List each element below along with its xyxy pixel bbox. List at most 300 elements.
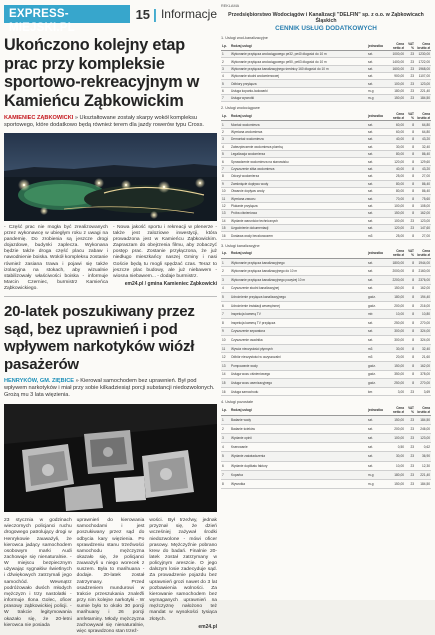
table-cell: 30,00 <box>389 143 405 150</box>
table-cell: Wykonanie przyłącza kanalizacyjnego średnicy 160 długości do 10 m <box>230 65 367 72</box>
table-row <box>221 121 431 128</box>
table-cell: szt. <box>367 58 389 65</box>
table-cell: 250,00 <box>389 379 405 388</box>
table-cell: szt. <box>367 121 389 128</box>
table-row <box>221 73 431 80</box>
article2-col3-wrap <box>149 518 217 635</box>
table-cell: 5 <box>221 452 230 461</box>
table-cell: 30,00 <box>389 452 405 461</box>
table-cell: szt. <box>367 187 389 194</box>
article1-col2-wrap <box>113 225 217 292</box>
table-cell: Legalizacja wodomierza <box>230 151 367 158</box>
table-row <box>221 217 431 224</box>
table-cell: 108,00 <box>415 202 431 209</box>
company-name: Przedsiębiorstwo Wodociągów i Kanalizacji "DELFIN" sp. z o.o. w Ząbkowicach Śląskich <box>228 12 424 24</box>
table-cell: 15 <box>221 224 230 231</box>
table-cell: 8 <box>405 187 415 194</box>
table-cell: 0,62 <box>415 443 431 452</box>
table-cell: m-g <box>367 94 389 101</box>
article1-location: KAMIENIEC ZĄBKOWICKI <box>4 115 74 121</box>
table-cell: 9 <box>221 180 230 187</box>
article2-body <box>4 518 217 635</box>
price-section <box>221 400 431 489</box>
table-row <box>221 452 431 461</box>
table-cell: 2000,00 <box>389 267 405 276</box>
table-cell: 184,50 <box>415 94 431 101</box>
table-cell: 11 <box>221 195 230 202</box>
table-row <box>221 151 431 158</box>
table-cell: szt. <box>367 415 389 424</box>
table-cell: Sprawdzenie wodomierza na stanowisku <box>230 158 367 165</box>
table-cell: szt. <box>367 210 389 217</box>
table-cell: 2160,00 <box>415 267 431 276</box>
table-cell: 75,60 <box>415 195 431 202</box>
table-cell: 184,50 <box>415 479 431 488</box>
table-cell: 23 <box>405 224 415 231</box>
table-row <box>221 232 431 239</box>
table-cell: 23 <box>405 65 415 72</box>
table-cell: 43,20 <box>415 165 431 172</box>
table-cell: Wykonanie przyłącza wodociągowego pe50, pe63 długości do 10 m <box>230 58 367 65</box>
table-cell: Montaż wodomierza <box>230 121 367 128</box>
table-cell: Usługa wozu asenizacyjnego <box>230 379 367 388</box>
table-cell: 150,00 <box>389 415 405 424</box>
table-row <box>221 470 431 479</box>
table-cell: 120,00 <box>389 224 405 231</box>
table-row <box>221 173 431 180</box>
table-cell: Czyszczenie sitka wodomierza <box>230 165 367 172</box>
table-row <box>221 424 431 433</box>
table-cell: Odczyt wodomierza <box>230 173 367 180</box>
table-row <box>221 336 431 345</box>
table-cell: szt. <box>367 276 389 285</box>
table-cell: 8 <box>405 310 415 319</box>
column-header: Cena brutto zł <box>415 249 431 259</box>
column-header: Lp. <box>221 405 230 415</box>
table-cell: szt. <box>367 433 389 442</box>
table-cell: Zamknięcie dopływu wody <box>230 180 367 187</box>
table-row <box>221 210 431 217</box>
table-cell: szt. <box>367 336 389 345</box>
table-cell: 23 <box>405 87 415 94</box>
table-cell: 7 <box>221 310 230 319</box>
section-name: Informacje <box>160 7 217 21</box>
article2-signature: em24.pl <box>198 623 218 630</box>
table-cell: 23 <box>405 415 415 424</box>
table-row <box>221 165 431 172</box>
column-header: VAT % <box>405 111 415 121</box>
price-tables <box>221 36 431 489</box>
table-cell: 5 <box>221 80 230 87</box>
table-cell: 12 <box>221 202 230 209</box>
table-cell: 23 <box>405 470 415 479</box>
price-section-heading: 4. Usługi pozostałe <box>221 400 254 405</box>
column-header: Lp. <box>221 41 230 51</box>
table-cell: Wykonanie przyłącza wodociągowego pe32, pe40 długości do 10 m <box>230 51 367 58</box>
table-cell: Koparka <box>230 470 367 479</box>
price-section-heading: 1. Usługi wod-kanalizacyjne <box>221 36 268 40</box>
table-cell: Dostawa wody beczkowozem <box>230 232 367 239</box>
table-cell: m-g <box>367 87 389 94</box>
table-row <box>221 80 431 87</box>
table-cell: 8 <box>405 143 415 150</box>
table-cell: 8 <box>405 284 415 293</box>
table-cell: szt. <box>367 443 389 452</box>
table-cell: 23 <box>405 461 415 470</box>
table-cell: 246,00 <box>415 424 431 433</box>
table-cell: 8 <box>405 195 415 202</box>
table-cell: 86,40 <box>415 187 431 194</box>
table-cell: Badanie wody <box>230 415 367 424</box>
table-cell: szt. <box>367 195 389 202</box>
table-cell: 1722,00 <box>415 58 431 65</box>
table-row <box>221 143 431 150</box>
evidence-bags-image <box>4 404 217 512</box>
night-stadium-image <box>4 133 217 221</box>
table-cell: 180,00 <box>389 470 405 479</box>
table-cell: 32,40 <box>415 344 431 353</box>
table-cell: szt. <box>367 65 389 72</box>
table-cell: 2200,00 <box>389 276 405 285</box>
table-cell: 8 <box>405 353 415 362</box>
column-header: VAT % <box>405 41 415 51</box>
table-cell: Usługa samochodu <box>230 387 367 396</box>
table-cell: 7 <box>221 94 230 101</box>
table-cell: 23 <box>405 424 415 433</box>
table-cell: m-g <box>367 470 389 479</box>
article2-col1: 23 stycznia w godzinach wieczornych policjanci ruchu drogowego patrolujący drogi w Henrykowie zauważyli, że kierowca jadący samochodem osobowym marki Audi zachowuje się nienaturalnie. - W miejscu bezpiecznym używając sygnałów świetlnych i dźwiękowych zatrzymali jego samochód. Wewnątrz podróżowało dwóch młodych mężczyzn i trzy nastolatki - informuje Ilona Golec, oficer prasowy ząbkowickiej policji. - W trakcie legitymowania okazało się, że 20-letni kierowca nie posiada <box>4 518 72 628</box>
table-cell: 8 <box>405 370 415 379</box>
column-header: jednostka <box>367 41 389 51</box>
table-cell: 8 <box>405 344 415 353</box>
table-cell: 23 <box>405 217 415 224</box>
column-header: Cena brutto zł <box>415 111 431 121</box>
table-cell: 10 <box>221 187 230 194</box>
table-cell: 180,00 <box>389 293 405 302</box>
table-row <box>221 310 431 319</box>
table-cell: 8 <box>405 158 415 165</box>
table-cell: szt. <box>367 284 389 293</box>
table-cell: Próba ciśnieniowa <box>230 210 367 217</box>
table-cell: 150,00 <box>389 362 405 371</box>
table-cell: 27,00 <box>415 173 431 180</box>
table-cell: m-g <box>367 479 389 488</box>
article1-title: Ukończono kolejny etap prac przy kompleksie sportowo-rekreacyjnym w Kamieńcu Ząbkowickim <box>4 36 200 110</box>
price-table <box>221 249 431 397</box>
table-cell: 1230,00 <box>415 51 431 58</box>
table-cell: 23 <box>405 94 415 101</box>
table-row <box>221 293 431 302</box>
table-cell: 10,00 <box>389 461 405 470</box>
table-cell: 6 <box>221 158 230 165</box>
table-cell: 129,60 <box>415 158 431 165</box>
column-header: Lp. <box>221 111 230 121</box>
table-cell: 8 <box>405 293 415 302</box>
masthead <box>4 4 217 34</box>
table-cell: Usługa koparko-ładowarki <box>230 87 367 94</box>
table-cell: szt. <box>367 461 389 470</box>
table-cell: godz. <box>367 362 389 371</box>
price-list-ad <box>221 4 431 596</box>
table-cell: 16 <box>221 387 230 396</box>
table-cell: 3,00 <box>389 387 405 396</box>
table-row <box>221 353 431 362</box>
table-cell: 162,00 <box>415 210 431 217</box>
left-column <box>4 4 218 634</box>
table-cell: godz. <box>367 379 389 388</box>
table-cell: 8 <box>221 479 230 488</box>
table-cell: 4 <box>221 443 230 452</box>
brand-logo[interactable]: EXPRESS-MIEJSKI.PL <box>4 5 130 23</box>
table-cell: szt. <box>367 165 389 172</box>
table-cell: Wykonanie studni wodomierzowej <box>230 73 367 80</box>
table-cell: 15 <box>221 379 230 388</box>
table-cell: 150,00 <box>389 284 405 293</box>
table-cell: Usługa wozu ciśnieniowego <box>230 370 367 379</box>
table-cell: 5 <box>221 293 230 302</box>
table-cell: 300,00 <box>389 327 405 336</box>
table-cell: szt. <box>367 80 389 87</box>
table-row <box>221 258 431 267</box>
table-cell: mb <box>367 310 389 319</box>
table-row <box>221 362 431 371</box>
table-cell: 12 <box>221 353 230 362</box>
table-cell: szt. <box>367 73 389 80</box>
table-cell: 8 <box>405 210 415 217</box>
table-row <box>221 94 431 101</box>
table-row <box>221 58 431 65</box>
table-cell: 86,40 <box>415 180 431 187</box>
table-cell: 8 <box>221 319 230 328</box>
table-cell: 13 <box>221 362 230 371</box>
table-cell: szt. <box>367 128 389 135</box>
table-row <box>221 370 431 379</box>
table-cell: Otwarcie dopływu wody <box>230 187 367 194</box>
column-header: Cena netto zł <box>389 111 405 121</box>
column-header: Rodzaj usługi <box>230 111 367 121</box>
table-row <box>221 87 431 94</box>
ad-tag: REKLAMA <box>221 4 240 8</box>
column-header: Rodzaj usługi <box>230 405 367 415</box>
table-cell: 1800,00 <box>389 258 405 267</box>
table-cell: 8 <box>405 136 415 143</box>
table-cell: Usługa wywrotki <box>230 94 367 101</box>
price-list-title: CENNIK USŁUG DODATKOWYCH <box>275 25 377 32</box>
table-cell: 180,00 <box>389 87 405 94</box>
table-cell: Czyszczenie osadnika <box>230 336 367 345</box>
table-cell: 86,40 <box>415 151 431 158</box>
table-cell: 2 <box>221 424 230 433</box>
table-cell: 16 <box>221 232 230 239</box>
article2-col3: wości. Był trzeźwy, jednak przyznał się, że dzień wcześniej zażywał środki niedozwolone - mówi oficer prasowy. Mężczyźnie pobrano krew do badań. Finalnie 20-latek został zatrzymany w policyjnym areszcie. O jego dalszym losie zadecyduje sąd. Za prowadzenie pojazdu bez uprawnień grozi nawet do 3 lat pozbawienia wolności. Za kierowanie samochodem bez wymaganych uprawnień na mężczyznę nałożono też mandat w wysokości tysiąca złotych. <box>149 518 218 622</box>
table-cell: szt. <box>367 202 389 209</box>
article2-location: HENRYKÓW, GM. ZIĘBICE <box>4 378 75 385</box>
table-cell: 4 <box>221 73 230 80</box>
table-row <box>221 276 431 285</box>
table-cell: 25,00 <box>389 173 405 180</box>
table-row <box>221 327 431 336</box>
table-cell: 1944,00 <box>415 258 431 267</box>
table-cell: 13 <box>221 210 230 217</box>
table-row <box>221 379 431 388</box>
table-cell: 0,50 <box>389 443 405 452</box>
table-cell: szt. <box>367 151 389 158</box>
table-cell: szt. <box>367 51 389 58</box>
table-cell: 80,00 <box>389 180 405 187</box>
table-cell: Zabezpieczenie wodomierza plombą <box>230 143 367 150</box>
table-cell: 120,00 <box>389 158 405 165</box>
article2-lead <box>4 378 217 399</box>
table-row <box>221 479 431 488</box>
column-header: jednostka <box>367 405 389 415</box>
table-cell: 3,69 <box>415 387 431 396</box>
table-cell: 40,00 <box>389 136 405 143</box>
table-row <box>221 224 431 231</box>
table-cell: 10,80 <box>415 310 431 319</box>
table-cell: 200,00 <box>389 301 405 310</box>
table-row <box>221 51 431 58</box>
table-cell: Czyszczenie studni kanalizacyjnej <box>230 284 367 293</box>
table-row <box>221 443 431 452</box>
table-cell: szt. <box>367 327 389 336</box>
separator: | <box>153 6 157 22</box>
column-header: Rodzaj usługi <box>230 41 367 51</box>
table-cell: 216,00 <box>415 301 431 310</box>
table-cell: 270,00 <box>415 319 431 328</box>
table-cell: 100,00 <box>389 202 405 209</box>
table-cell: 23 <box>405 387 415 396</box>
table-cell: 1107,00 <box>415 73 431 80</box>
table-row <box>221 202 431 209</box>
table-cell: 64,80 <box>415 121 431 128</box>
table-cell: 8 <box>405 128 415 135</box>
table-cell: szt. <box>367 158 389 165</box>
table-cell: 1 <box>221 51 230 58</box>
table-cell: Wydanie warunków technicznych <box>230 217 367 224</box>
table-cell: 80,00 <box>389 151 405 158</box>
article1-body <box>4 225 217 292</box>
table-cell: 23 <box>405 479 415 488</box>
table-cell: 8 <box>405 258 415 267</box>
table-cell: szt. <box>367 224 389 231</box>
table-cell: Wykonanie przyłącza kanalizacyjnego powyżej 10 m <box>230 276 367 285</box>
table-cell: 2 <box>221 267 230 276</box>
table-cell: 324,00 <box>415 336 431 345</box>
table-cell: 100,00 <box>389 433 405 442</box>
column-header: Rodzaj usługi <box>230 249 367 259</box>
table-cell: Inspekcja kamerą TV przyłącza <box>230 319 367 328</box>
table-cell: szt. <box>367 143 389 150</box>
table-cell: 3 <box>221 65 230 72</box>
article2-col2: uprawnień do kierowania samochodami i jest poszukiwany przez sąd do odbycia kary więzienia. Po sprawdzeniu stanu trzeźwości samochodu mężczyzna okazało się, że policjanci zauważyli u niego worecek z suszem. Była to marihuana - dodaje. 20-latek został zatrzymany. Przed osadzeniem mundurowi w trakcie przeszukania znaleźli przy nim kolejne narkotyki - W sumie było to około 30 porcji marihuany i 26 porcji amfetaminy. Młody mężczyzna zachowywał się nienaturalnie, więc sprawdzono stan trzeź- <box>76 518 145 634</box>
table-cell: Uzgodnienie dokumentacji <box>230 224 367 231</box>
table-cell: szt. <box>367 258 389 267</box>
table-cell: Płukanie przyłącza <box>230 202 367 209</box>
table-cell: 123,00 <box>415 80 431 87</box>
table-cell: 2 <box>221 58 230 65</box>
table-cell: Odbiór nieczystości w oczyszczalni <box>230 353 367 362</box>
column-header: VAT % <box>405 249 415 259</box>
table-cell: godz. <box>367 370 389 379</box>
price-table <box>221 41 431 102</box>
table-cell: 150,00 <box>389 210 405 217</box>
table-cell: 8 <box>405 319 415 328</box>
table-cell: 20,00 <box>389 353 405 362</box>
table-cell: 10 <box>221 336 230 345</box>
table-cell: 6 <box>221 87 230 94</box>
table-cell: 21,60 <box>415 353 431 362</box>
column-header: Lp. <box>221 249 230 259</box>
table-cell: Wydanie opinii <box>230 433 367 442</box>
table-cell: m3 <box>367 232 389 239</box>
price-section <box>221 244 431 397</box>
table-cell: 11 <box>221 344 230 353</box>
article1-lead <box>4 115 217 129</box>
table-cell: Wykonanie przyłącza kanalizacyjnego <box>230 258 367 267</box>
table-row <box>221 187 431 194</box>
price-section <box>221 36 431 102</box>
table-cell: 150,00 <box>389 94 405 101</box>
table-cell: Wydanie duplikatu faktury <box>230 461 367 470</box>
table-cell: 221,40 <box>415 470 431 479</box>
table-cell: szt. <box>367 173 389 180</box>
table-row <box>221 344 431 353</box>
table-cell: 14 <box>221 217 230 224</box>
table-cell: szt. <box>367 424 389 433</box>
table-cell: 8 <box>405 327 415 336</box>
table-cell: 1000,00 <box>389 51 405 58</box>
table-cell: 8 <box>405 362 415 371</box>
table-row <box>221 180 431 187</box>
table-cell: 200,00 <box>389 424 405 433</box>
table-cell: 3 <box>221 276 230 285</box>
table-cell: 9 <box>221 327 230 336</box>
table-cell: 23 <box>405 58 415 65</box>
table-cell: 32,40 <box>415 143 431 150</box>
table-row <box>221 433 431 442</box>
table-cell: 80,00 <box>389 187 405 194</box>
price-section-heading: 3. Usługi kanalizacyjne <box>221 243 260 248</box>
table-cell: 40,00 <box>389 165 405 172</box>
table-cell: 8 <box>405 202 415 209</box>
table-cell: Czyszczenie separatora <box>230 327 367 336</box>
table-row <box>221 267 431 276</box>
page-number: 15 <box>135 6 151 22</box>
table-cell: 8 <box>405 336 415 345</box>
article2-title: 20-latek poszukiwany przez sąd, bez uprawnień i pod wpływem narkotyków wiózł pasażerów <box>4 303 195 373</box>
table-cell: szt. <box>367 452 389 461</box>
table-cell: szt. <box>367 180 389 187</box>
table-cell: Demontaż wodomierza <box>230 136 367 143</box>
table-cell: 300,00 <box>389 336 405 345</box>
table-row <box>221 136 431 143</box>
table-cell: m3 <box>367 344 389 353</box>
article1-col2: - Nowa jakość sportu i rekreacji w plenerze - także jest zaloziowe inwestycji, która prowadzona jest w Kamieńcu Ząbkowickim. Zapraszam do obejrzenia filmu, aby zobaczyć postęp prac. Zostanie przyłączona, że już niedługo mieszkańcy naszej Gminy i nasi Goście będą tu mogli spędzać czas. Teraz to jeszcze plac budowy, ale już niebawem - wiosna niebawem... - dodaje burmistrz. <box>113 225 217 279</box>
table-cell: 250,00 <box>389 319 405 328</box>
table-cell: 2 <box>221 128 230 135</box>
table-cell: 3 <box>221 433 230 442</box>
table-cell: 324,00 <box>415 327 431 336</box>
article2-photo <box>4 404 217 512</box>
table-cell: 100,00 <box>389 217 405 224</box>
table-row <box>221 301 431 310</box>
table-cell: 23 <box>405 80 415 87</box>
price-table <box>221 405 431 489</box>
table-cell: 147,60 <box>415 224 431 231</box>
table-cell: szt. <box>367 319 389 328</box>
table-cell: 8 <box>405 151 415 158</box>
table-cell: szt. <box>367 267 389 276</box>
